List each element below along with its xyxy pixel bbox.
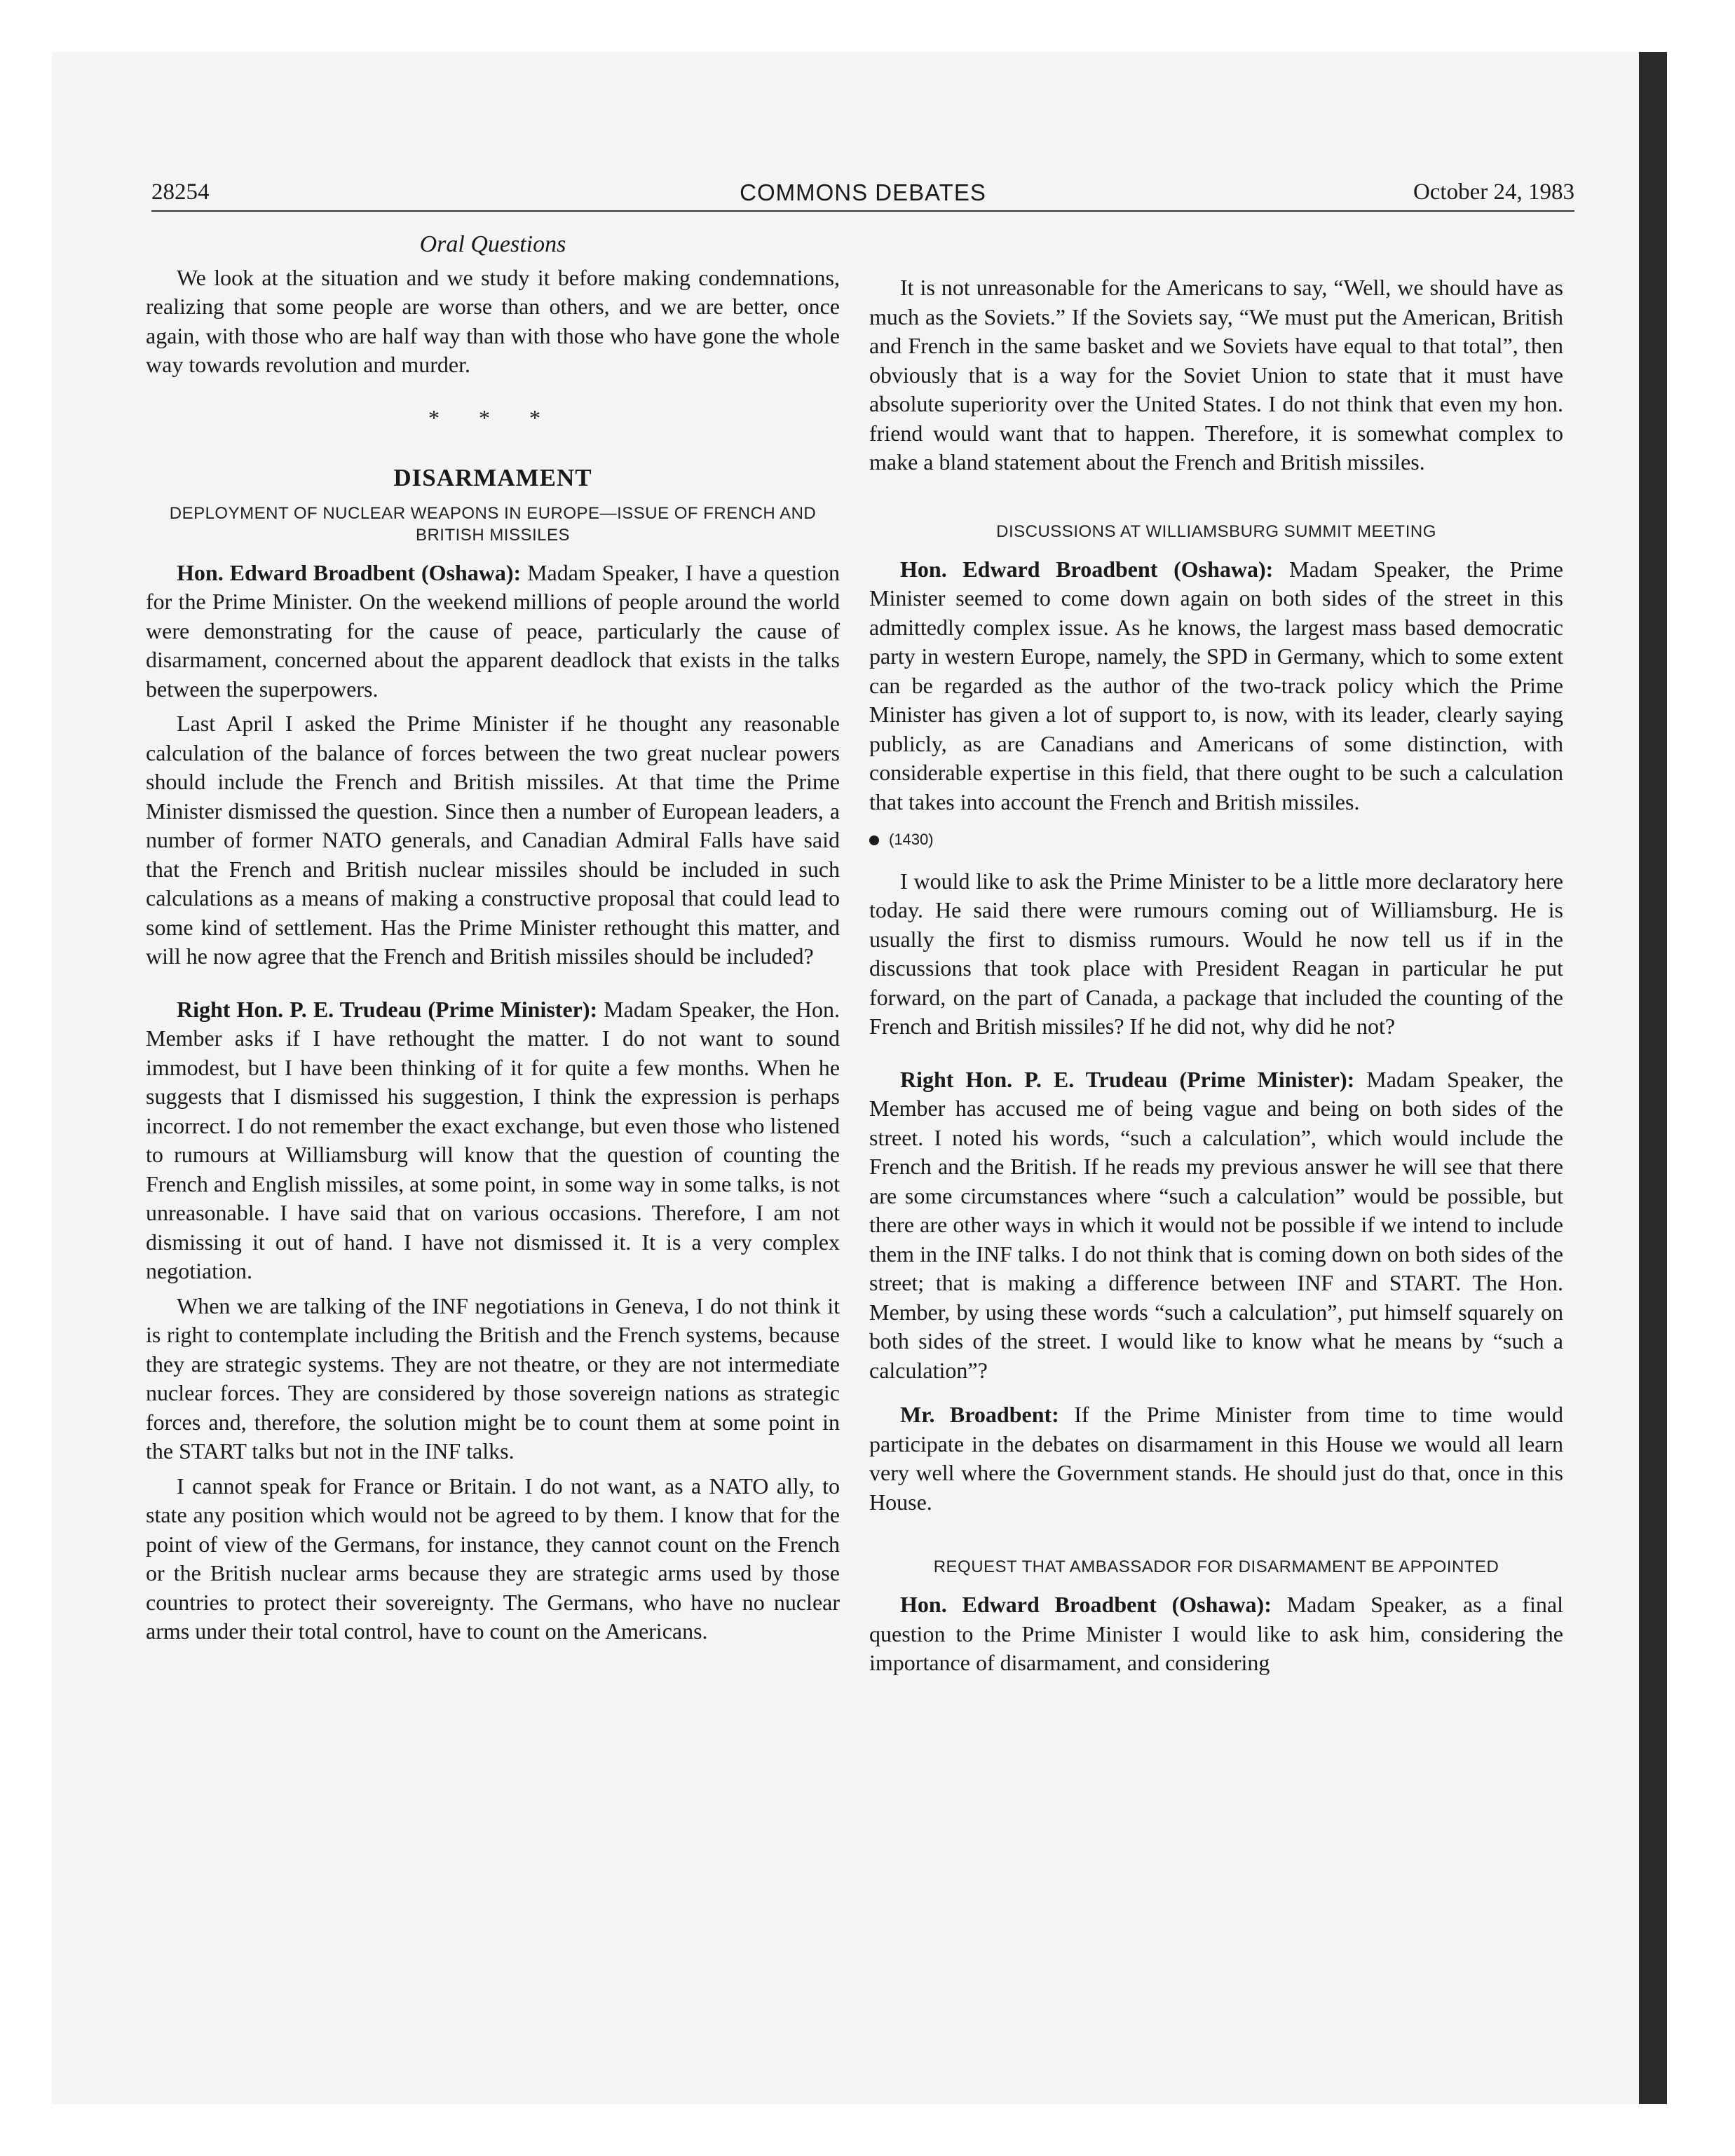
paragraph: I cannot speak for France or Britain. I do not want, as a NATO ally, to state any position which would not be agreed to by them. I know that for the point of view of the Germans, for instance, they cannot count on the French or the British nuclear arms because they are strategic arms used by those countries to protect their sovereignty. The Germans, who have no nuclear arms under their total control, have to count on the Americans.	[146, 1473, 840, 1644]
subheading: REQUEST THAT AMBASSADOR FOR DISARMAMENT BE APPOINTED	[933, 1557, 1499, 1576]
paragraph: I would like to ask the Prime Minister to be a little more declaratory here today. He said there were rumours coming out of Williamsburg. He is usually the first to dismiss rumours. Would he now tell us if in the discussions that took place with President Reagan in particular he put forward, on the part of Canada, a package that included the counting of the French and British missiles? If he did not, why did he not?	[869, 868, 1563, 1039]
scan-edge	[1639, 52, 1667, 2104]
left-column	[146, 230, 840, 1652]
time-marker	[869, 825, 1563, 854]
speech-text: If the Prime Minister from time to time would participate in the debates on disarmament in this House we would all learn very well where the Government stands. He should just do that, once in this House.	[869, 1402, 1563, 1515]
speaker-name: Hon. Edward Broadbent (Oshawa):	[900, 1592, 1272, 1617]
section-heading: DISARMAMENT	[393, 464, 592, 491]
paragraph: Last April I asked the Prime Minister if he thought any reasonable calculation of the balance of forces between the two great nuclear powers should include the French and British missiles. At that time the Prime Minister dismissed the question. Since then a number of European leaders, a number of former NATO generals, and Canadian Admiral Falls have said that the French and British nuclear missiles should be included in such calculations as a means of making a constructive proposal that could lead to some kind of settlement. Has the Prime Minister rethought this matter, and will he now agree that the French and British missiles should be included?	[146, 711, 840, 969]
speaker-name: Mr. Broadbent:	[900, 1402, 1059, 1427]
paragraph: We look at the situation and we study it before making condemnations, realizing that some people are worse than others, and we are better, once again, with those who are half way than with those who have gone the whole way towards revolution and murder.	[146, 264, 840, 377]
bullet-icon	[869, 835, 879, 845]
speaker-name: Right Hon. P. E. Trudeau (Prime Minister):	[900, 1066, 1355, 1092]
speech-paragraph	[869, 555, 1563, 817]
speech-text: Madam Speaker, the Member has accused me of being vague and being on both sides of the street. I noted his words, “such a calculation”, which would include the French and the British. If he reads my previous answer he will see that there are some circumstances where “such a calculation” would be possible, but there are other ways in which it would not be possible if we intend to include them in the INF talks. I do not think that is coming down on both sides of the street; that is making a difference between INF and START. The Hon. Member, by using these words “such a calculation”, put himself squarely on both sides of the street. I would like to know what he means by “such a calculation”?	[869, 1066, 1564, 1383]
speech-paragraph	[146, 559, 840, 704]
time-marker-text: (1430)	[889, 831, 934, 848]
speech-paragraph	[869, 1400, 1563, 1517]
speech-text: Madam Speaker, as a final question to the Prime Minister I would like to ask him, considering the importance of disarmament, and considering	[869, 1592, 1564, 1675]
publication-title: COMMONS DEBATES	[740, 179, 986, 205]
page-number: 28254	[151, 179, 210, 205]
speech-paragraph	[869, 1590, 1563, 1678]
right-column	[869, 230, 1563, 1684]
section-separator: * * *	[428, 404, 557, 430]
speech-text: Madam Speaker, I have a question for the Prime Minister. On the weekend millions of people around the world were demonstrating for the cause of peace, particularly the cause of disarmament, concerned about the apparent deadlock that exists in the talks between the superpowers.	[146, 559, 841, 702]
speaker-name: Hon. Edward Broadbent (Oshawa):	[900, 556, 1274, 582]
speaker-name: Right Hon. P. E. Trudeau (Prime Minister):	[177, 996, 598, 1022]
page-header	[151, 177, 1574, 212]
subheading: DEPLOYMENT OF NUCLEAR WEAPONS IN EUROPE—ISSUE OF FRENCH AND BRITISH MISSILES	[169, 503, 817, 545]
speech-text: Madam Speaker, the Hon. Member asks if I have rethought the matter. I do not want to sound immodest, but I have been thinking of it for quite a few months. When he suggests that I dismissed his suggestion, I think the expression is perhaps incorrect. I do not remember the exact exchange, but even those who listened to rumours at Williamsburg will know that the question of counting the French and English missiles, at some point, in some way in some talks, is not unreasonable. I have said that on various occasions. Therefore, I am not dismissing it out of hand. I have not dismissed it. It is a very complex negotiation.	[146, 996, 841, 1283]
speech-paragraph	[146, 995, 840, 1286]
speech-paragraph	[869, 1065, 1563, 1386]
subheading: DISCUSSIONS AT WILLIAMSBURG SUMMIT MEETING	[996, 521, 1436, 541]
paragraph: When we are talking of the INF negotiations in Geneva, I do not think it is right to contemplate including the British and the French systems, because they are strategic systems. They are not theatre, or they are not intermediate nuclear forces. They are considered by those sovereign nations as strategic forces and, therefore, the solution might be to count them at some point in the START talks but not in the INF talks.	[146, 1292, 840, 1464]
speaker-name: Hon. Edward Broadbent (Oshawa):	[177, 559, 522, 585]
section-label: Oral Questions	[419, 231, 566, 257]
paragraph: It is not unreasonable for the Americans to say, “Well, we should have as much as the Soviets.” If the Soviets say, “We must put the American, British and French in the same basket and we Soviets have equal to that total”, then obviously that is a way for the Soviet Union to state that it must have absolute superiority over the United States. I do not think that even my hon. friend would want that to happen. Therefore, it is somewhat complex to make a bland statement about the French and British missiles.	[869, 275, 1563, 475]
publication-date: October 24, 1983	[1413, 179, 1574, 205]
speech-text: Madam Speaker, the Prime Minister seemed to come down again on both sides of the street in this admittedly complex issue. As he knows, the largest mass based democratic party in western Europe, namely, the SPD in Germany, which to some extent can be regarded as the author of the two-track policy which the Prime Minister has given a lot of support to, is now, with its leader, clearly saying publicly, as are Canadians and Americans of some distinction, with considerable expertise in this field, that there ought to be such a calculation that takes into account the French and British missiles.	[869, 556, 1564, 814]
